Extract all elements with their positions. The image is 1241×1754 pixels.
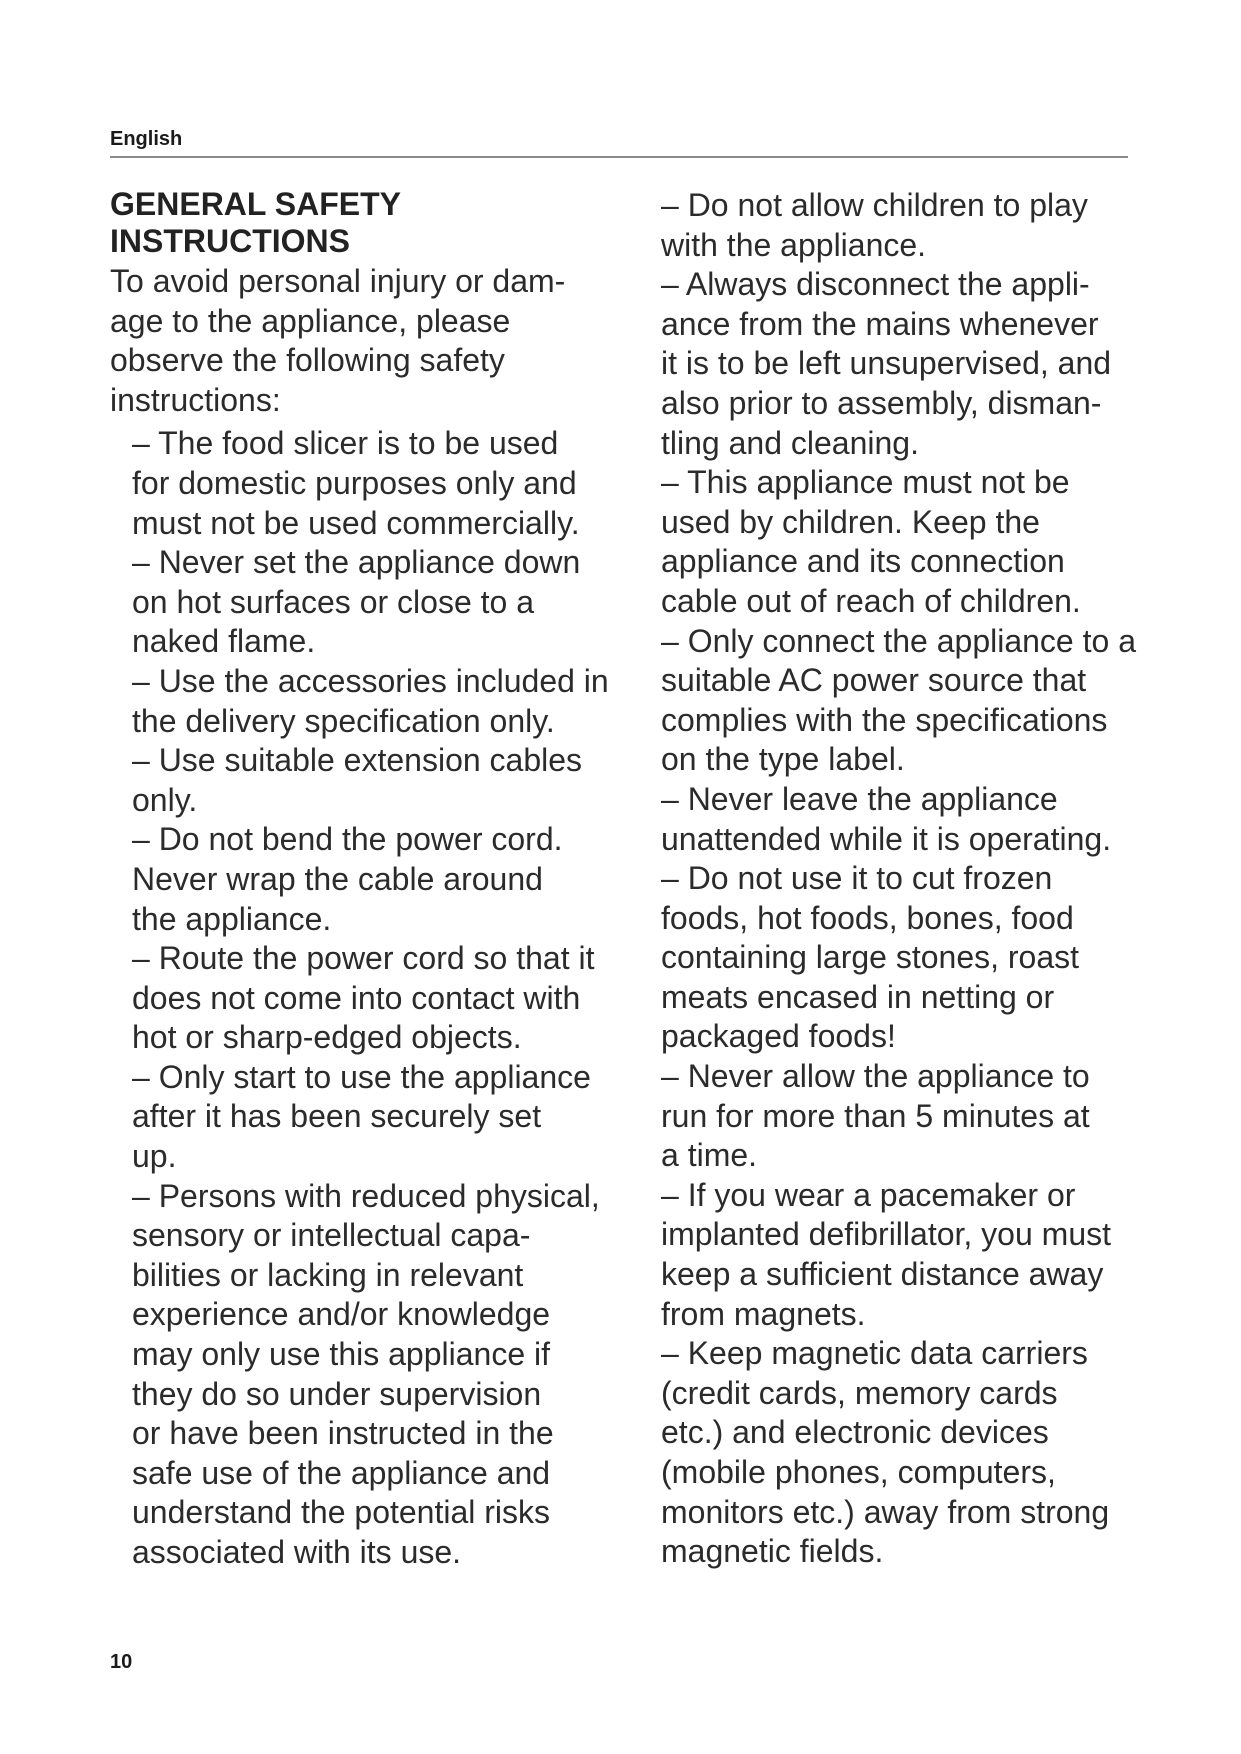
list-item: – Do not use it to cut frozen foods, hot foods, bones, food containing large stones, roast meats encased in netting or packaged foods! xyxy=(661,860,1080,1055)
language-label: English xyxy=(110,128,183,150)
list-item: – If you wear a pacemaker or implanted defibrillator, you must keep a sufficient distance away from magnets. xyxy=(661,1176,1111,1332)
list-item: – Never leave the appliance unattended while it is operating. xyxy=(661,780,1112,857)
list-item: – Never allow the appliance to run for more than 5 minutes at a time. xyxy=(661,1058,1090,1174)
page-number: 10 xyxy=(110,1651,133,1673)
safety-list-right xyxy=(661,186,1181,1572)
intro-paragraph: To avoid personal injury or dam- age to the appliance, please observe the following safety instructions: xyxy=(110,263,566,418)
list-item: – Do not allow children to play with the appliance. xyxy=(661,187,1088,263)
list-item: – Only start to use the appliance after it has been securely set up. xyxy=(132,1058,591,1175)
list-item: – Do not bend the power cord. Never wrap the cable around the appliance. xyxy=(132,821,563,937)
list-item: – Only connect the appliance to a suitable AC power source that complies with the specifications on the type label. xyxy=(661,622,1136,778)
right-column xyxy=(661,186,1181,1572)
left-column xyxy=(110,186,650,1573)
list-item: – This appliance must not be used by children. Keep the appliance and its connection cable out of reach of children. xyxy=(661,464,1081,619)
list-item: – Use the accessories included in the delivery specification only. xyxy=(132,662,609,739)
page-header xyxy=(110,126,1128,158)
list-item: – Persons with reduced physical, sensory or intellectual capa- bilities or lacking in relevant experience and/or knowledge may only use this appliance if they do so under supervision or have been instructed in the safe use of the appliance and understand the potential risks associated with its use. xyxy=(132,1177,600,1570)
list-item: – Always disconnect the appli- ance from the mains whenever it is to be left unsupervised, and also prior to assembly, disman- tling and cleaning. xyxy=(661,266,1112,461)
safety-list-left xyxy=(110,424,650,1572)
list-item: – Never set the appliance down on hot surfaces or close to a naked flame. xyxy=(132,544,581,660)
list-item: – The food slicer is to be used for domestic purposes only and must not be used commercially. xyxy=(132,425,580,541)
list-item: – Route the power cord so that it does not come into contact with hot or sharp-edged objects. xyxy=(132,940,595,1056)
list-item: – Use suitable extension cables only. xyxy=(132,742,583,818)
section-heading: GENERAL SAFETY INSTRUCTIONS xyxy=(110,186,401,259)
list-item: – Keep magnetic data carriers (credit cards, memory cards etc.) and electronic devices (mobile phones, computers, monitors etc.) away from strong magnetic fields. xyxy=(661,1335,1110,1570)
